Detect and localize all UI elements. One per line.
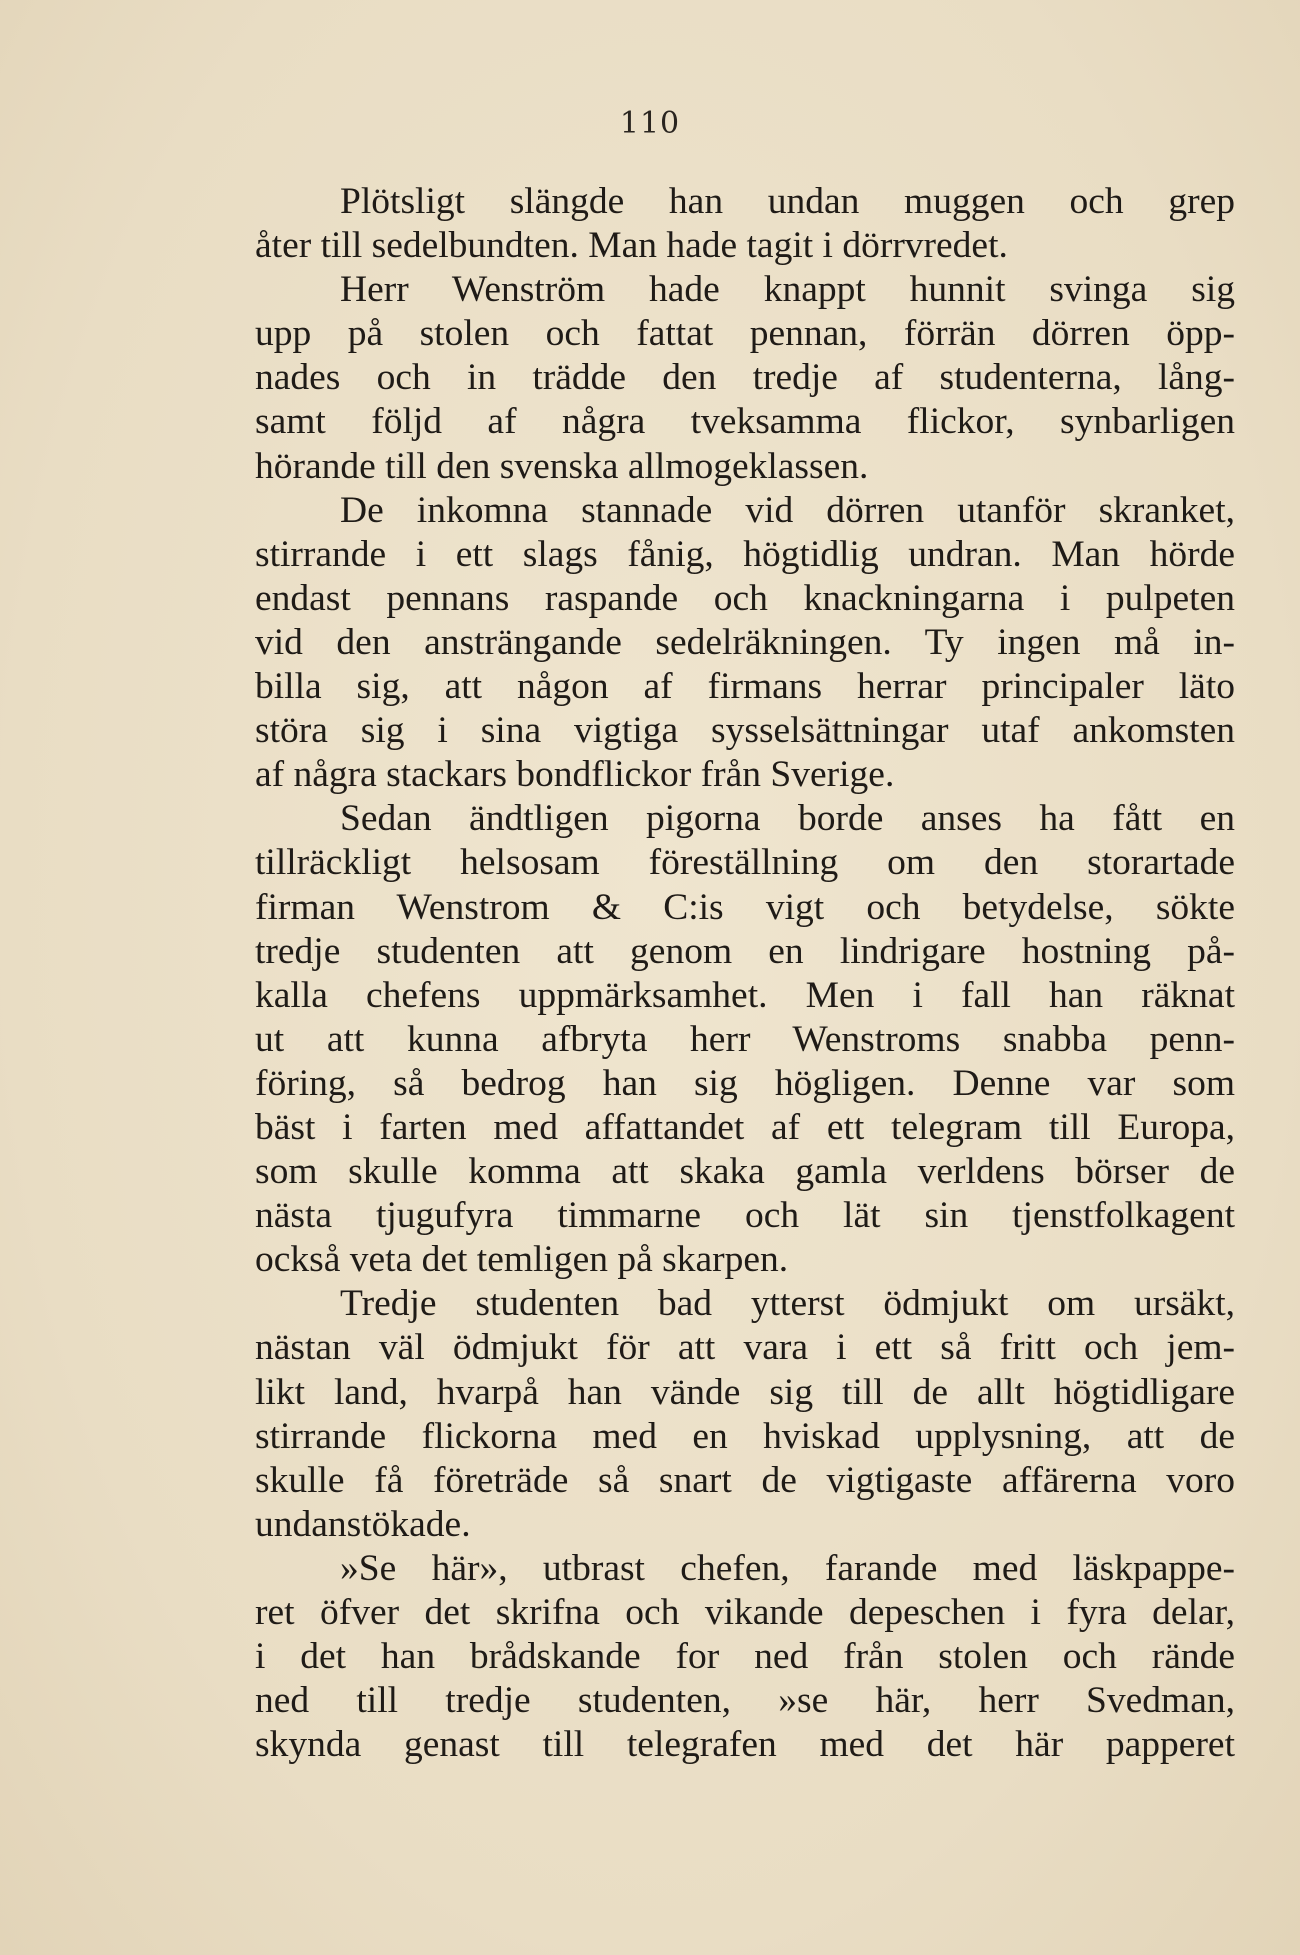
text-line: nades och in trädde den tredje af studenterna, lång- (255, 357, 1235, 399)
text-line: undanstökade. (255, 1503, 471, 1545)
text-line: Herr Wenström hade knappt hunnit svinga sig (340, 269, 1235, 311)
text-line: ned till tredje studenten, »se här, herr Svedman, (255, 1680, 1235, 1722)
text-line: likt land, hvarpå han vände sig till de allt högtidligare (255, 1371, 1235, 1413)
text-line: af några stackars bondflickor från Sverige. (255, 754, 895, 796)
text-line: upp på stolen och fattat pennan, förrän dörren öpp- (255, 313, 1235, 355)
text-line: stirrande i ett slags fånig, högtidlig undran. Man hörde (255, 533, 1235, 575)
text-line: tredje studenten att genom en lindrigare hostning på- (255, 930, 1235, 972)
text-line: som skulle komma att skaka gamla verldens börser de (255, 1151, 1235, 1193)
text-line: nästan väl ödmjukt för att vara i ett så fritt och jem- (255, 1327, 1235, 1369)
text-line: i det han brådskande for ned från stolen och rände (255, 1636, 1235, 1678)
text-line: firman Wenstrom & C:is vigt och betydelse, sökte (255, 886, 1235, 928)
text-line: Sedan ändtligen pigorna borde anses ha fått en (340, 798, 1235, 840)
text-line: ut att kunna afbryta herr Wenstroms snabba penn- (255, 1018, 1235, 1060)
text-line: billa sig, att någon af firmans herrar principaler läto (255, 666, 1235, 708)
text-line: Plötsligt slängde han undan muggen och grep (340, 181, 1235, 222)
text-line: ret öfver det skrifna och vikande depeschen i fyra delar, (255, 1592, 1235, 1633)
text-line: De inkomna stannade vid dörren utanför skranket, (340, 489, 1235, 531)
text-line: Tredje studenten bad ytterst ödmjukt om ursäkt, (340, 1283, 1235, 1325)
text-line: endast pennans raspande och knackningarna i pulpeten (255, 577, 1235, 619)
text-line: föring, så bedrog han sig högligen. Denne var som (255, 1062, 1235, 1104)
text-line: tillräckligt helsosam föreställning om den storartade (255, 842, 1235, 884)
text-line: störa sig i sina vigtiga sysselsättningar utaf ankomsten (255, 710, 1235, 752)
text-line: nästa tjugufyra timmarne och lät sin tjenstfolkagent (255, 1195, 1235, 1237)
text-line: åter till sedelbundten. Man hade tagit i dörrvredet. (255, 225, 1008, 267)
text-line: skulle få företräde så snart de vigtigaste affärerna voro (255, 1459, 1235, 1501)
text-line: »Se här», utbrast chefen, farande med läskpappe- (340, 1547, 1235, 1589)
text-line: samt följd af några tveksamma flickor, synbarligen (255, 401, 1235, 443)
page-number: 110 (619, 106, 681, 141)
text-line: stirrande flickorna med en hviskad upplysning, att de (255, 1415, 1235, 1457)
text-line: hörande till den svenska allmogeklassen. (255, 445, 869, 487)
body-text (255, 180, 1235, 1767)
text-line: vid den ansträngande sedelräkningen. Ty ingen må in- (255, 621, 1235, 663)
text-line: bäst i farten med affattandet af ett telegram till Europa, (255, 1106, 1235, 1148)
text-line: skynda genast till telegrafen med det här papperet (255, 1724, 1235, 1766)
text-line: kalla chefens uppmärksamhet. Men i fall han räknat (255, 974, 1235, 1016)
text-line: också veta det temligen på skarpen. (255, 1239, 789, 1281)
